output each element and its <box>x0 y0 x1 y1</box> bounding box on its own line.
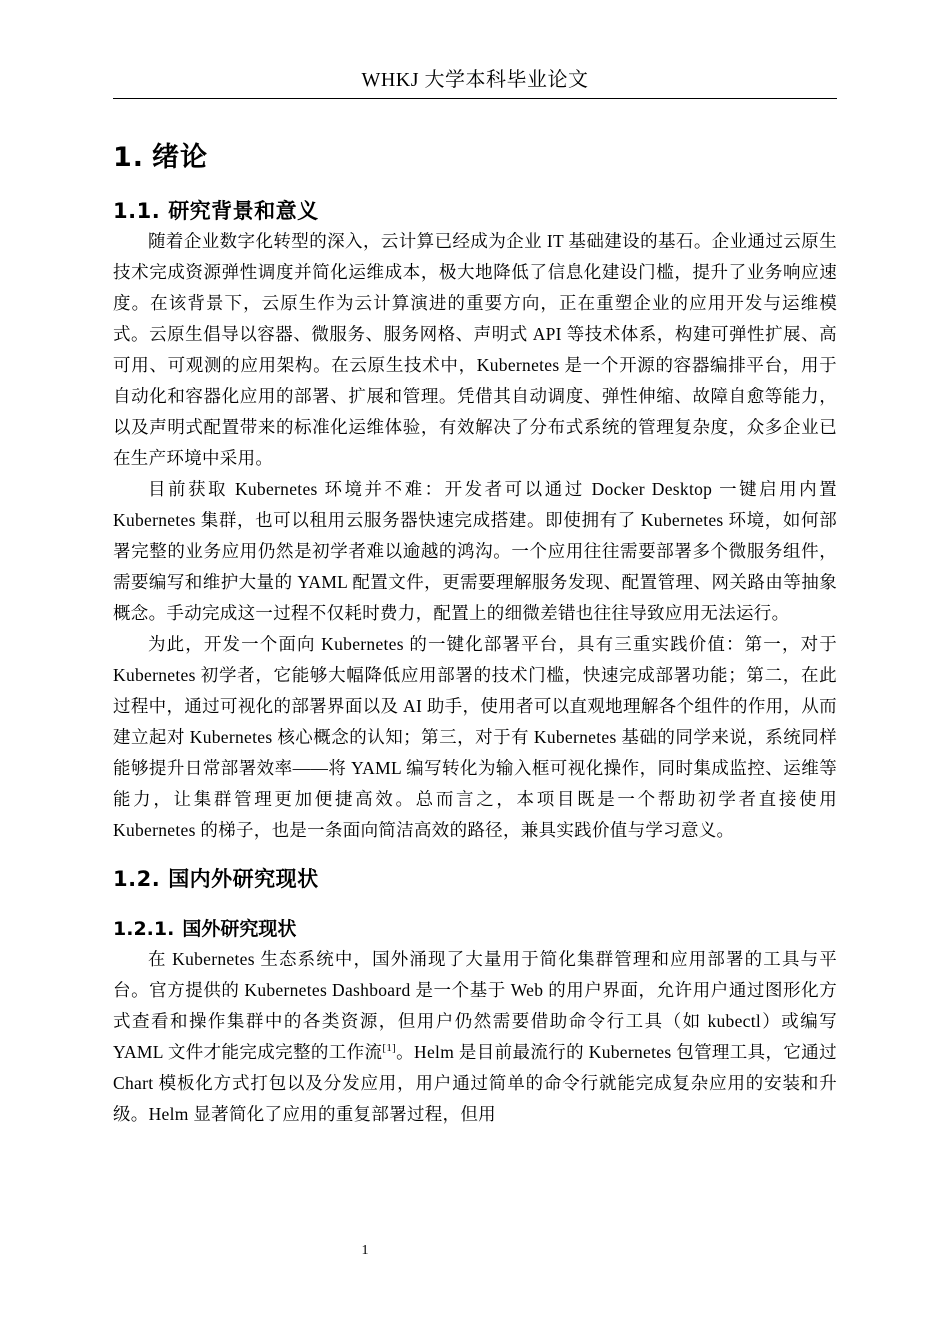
section-number: 1.2. <box>113 867 161 891</box>
paragraph: 为此，开发一个面向 Kubernetes 的一键化部署平台，具有三重实践价值：第一，对于 Kubernetes 初学者，它能够大幅降低应用部署的技术门槛，快速完成部署功能；第二，在此过程中，通过可视化的部署界面以及 AI 助手，使用者可以直观地理解各个组件的作用，从而建立起对 Kubernetes 核心概念的认知；第三，对于有 Kubernetes 基础的同学来说，系统同样能够提升日常部署效率——将 YAML 编写转化为输入框可视化操作，同时集成监控、运维等能力，让集群管理更加便捷高效。总而言之，本项目既是一个帮助初学者直接使用 Kubernetes 的梯子，也是一条面向简洁高效的路径，兼具实践价值与学习意义。 <box>113 634 837 840</box>
section-heading-1-1 <box>113 196 837 226</box>
chapter-heading <box>113 138 837 178</box>
subsection-title: 国外研究现状 <box>182 918 297 940</box>
section-title: 国内外研究现状 <box>168 867 319 891</box>
citation-marker: [1] <box>382 1042 397 1055</box>
subsection-number: 1.2.1. <box>113 918 175 940</box>
header-rule <box>113 98 837 99</box>
chapter-number: 1. <box>113 142 145 173</box>
paragraph: 随着企业数字化转型的深入，云计算已经成为企业 IT 基础建设的基石。企业通过云原生技术完成资源弹性调度并简化运维成本，极大地降低了信息化建设门槛，提升了业务响应速度。在该背景下，云原生作为云计算演进的重要方向，正在重塑企业的应用开发与运维模式。云原生倡导以容器、微服务、服务网格、声明式 API 等技术体系，构建可弹性扩展、高可用、可观测的应用架构。在云原生技术中，Kubernetes 是一个开源的容器编排平台，用于自动化和容器化应用的部署、扩展和管理。凭借其自动调度、弹性伸缩、故障自愈等能力，以及声明式配置带来的标准化运维体验，有效解决了分布式系统的管理复杂度，众多企业已在生产环境中采用。 <box>113 231 837 468</box>
page-number: 1 <box>361 1243 369 1258</box>
paragraph-text: 在 Kubernetes 生态系统中，国外涌现了大量用于简化集群管理和应用部署的工具与平台。官方提供的 Kubernetes Dashboard 是一个基于 Web 的用户界面，允许用户通过图形化方式查看和操作集群中的各类资源，但用户仍然需要借助命令行工具（如 kubectl）或编写 YAML 文件才能完成完整的工作流 <box>113 949 837 1062</box>
section-title: 研究背景和意义 <box>168 199 319 223</box>
body-area <box>113 128 837 1130</box>
section-heading-1-2 <box>113 864 837 894</box>
paragraph: 目前获取 Kubernetes 环境并不难：开发者可以通过 Docker Desktop 一键启用内置 Kubernetes 集群，也可以租用云服务器快速完成搭建。即使拥有了 Kubernetes 环境，如何部署完整的业务应用仍然是初学者难以逾越的鸿沟。一个应用往往需要部署多个微服务组件，需要编写和维护大量的 YAML 配置文件，更需要理解服务发现、配置管理、网关路由等抽象概念。手动完成这一过程不仅耗时费力，配置上的细微差错也往往导致应用无法运行。 <box>113 479 837 623</box>
paragraph <box>113 944 837 1130</box>
chapter-title: 绪论 <box>152 142 209 173</box>
section-number: 1.1. <box>113 199 161 223</box>
subsection-heading-1-2-1 <box>113 914 837 944</box>
running-header: WHKJ 大学本科毕业论文 <box>361 69 589 91</box>
paragraph-text: 。Helm 是目前最流行的 Kubernetes 包管理工具，它通过 Chart 模板化方式打包以及分发应用，用户通过简单的命令行就能完成复杂应用的安装和升级。Helm 显著简化了应用的重复部署过程，但用 <box>113 1042 837 1124</box>
